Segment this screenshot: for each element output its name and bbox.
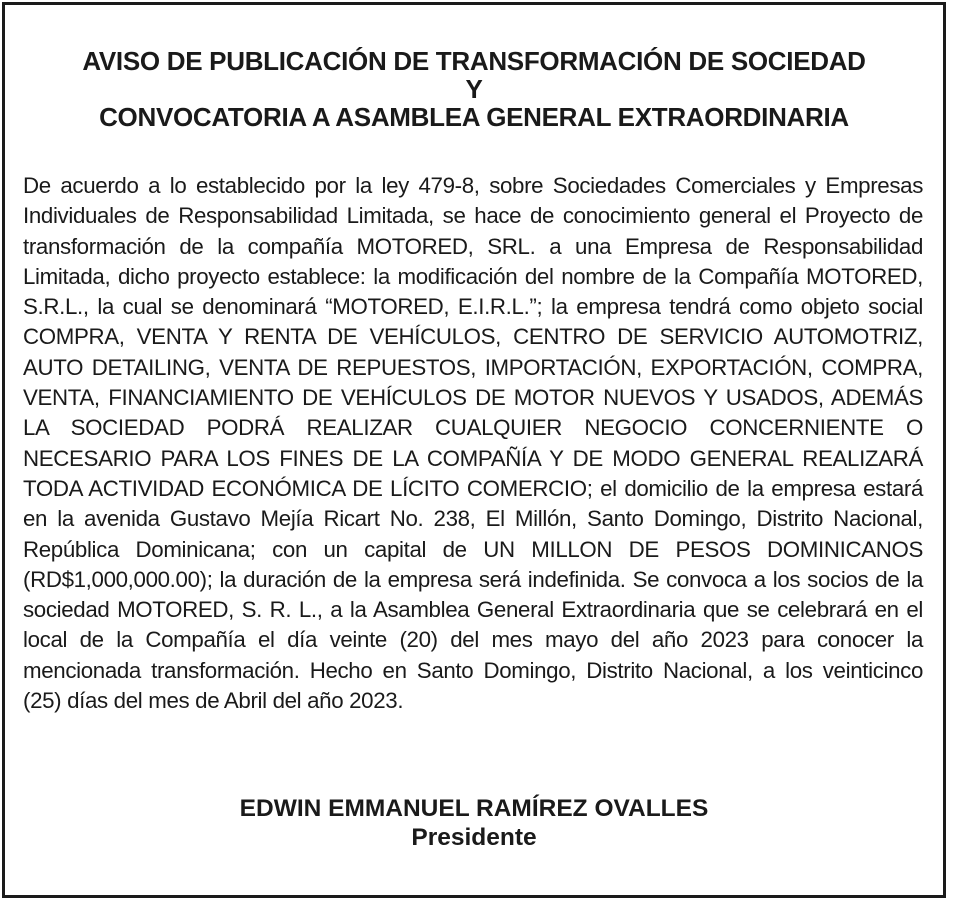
signatory-name: EDWIN EMMANUEL RAMÍREZ OVALLES xyxy=(239,795,709,822)
signatory-role: Presidente xyxy=(411,824,537,851)
title-line-2: Y xyxy=(465,74,483,104)
legal-notice xyxy=(2,2,946,898)
notice-body: De acuerdo a lo establecido por la ley 479-8, sobre Sociedades Comerciales y Empresas Individuales de Responsabilidad Limitada, se hace de conocimiento general el Proyecto de transformación de la compañía MOTORED, SRL. a una Empresa de Responsabilidad Limitada, dicho proyecto establece: la modificación del nombre de la Compañía MOTORED, S.R.L., la cual se denominará “MOTORED, E.I.R.L.”; la empresa tendrá como objeto social COMPRA, VENTA Y RENTA DE VEHÍCULOS, CENTRO DE SERVICIO AUTOMOTRIZ, AUTO DETAILING, VENTA DE REPUESTOS, IMPORTACIÓN, EXPORTACIÓN, COMPRA, VENTA, FINANCIAMIENTO DE VEHÍCULOS DE MOTOR NUEVOS Y USADOS, ADEMÁS LA SOCIEDAD PODRÁ REALIZAR CUALQUIER NEGOCIO CONCERNIENTE O NECESARIO PARA LOS FINES DE LA COMPAÑÍA Y DE MODO GENERAL REALIZARÁ TODA ACTIVIDAD ECONÓMICA DE LÍCITO COMERCIO; el domicilio de la empresa estará en la avenida Gustavo Mejía Ricart No. 238, El Millón, Santo Domingo, Distrito Nacional, República Dominicana; con un capital de UN MILLON DE PESOS DOMINICANOS (RD$1,000,000.00); la duración de la empresa será indefinida. Se convoca a los socios de la sociedad MOTORED, S. R. L., a la Asamblea General Extraordinaria que se celebrará en el local de la Compañía el día veinte (20) del mes mayo del año 2023 para conocer la mencionada transformación. Hecho en Santo Domingo, Distrito Nacional, a los veinticinco (25) días del mes de Abril del año 2023. xyxy=(23,173,923,714)
notice-title xyxy=(5,47,943,131)
title-line-1: AVISO DE PUBLICACIÓN DE TRANSFORMACIÓN DE SOCIEDAD xyxy=(82,46,866,76)
title-line-3: CONVOCATORIA A ASAMBLEA GENERAL EXTRAORDINARIA xyxy=(99,102,849,132)
signature-block xyxy=(5,794,943,852)
